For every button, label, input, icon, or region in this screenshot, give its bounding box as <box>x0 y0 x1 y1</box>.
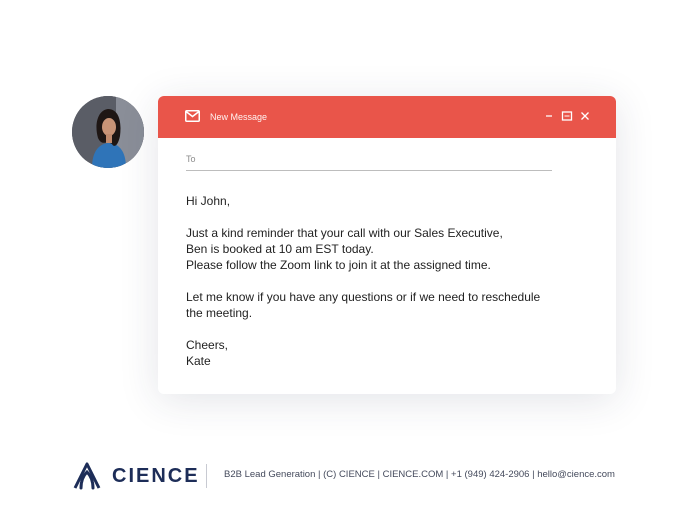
message-line: Let me know if you have any questions or if we need to reschedule <box>186 290 541 304</box>
message-line: Please follow the Zoom link to join it at the assigned time. <box>186 258 491 272</box>
footer <box>72 459 632 493</box>
footer-contact-info: B2B Lead Generation | (C) CIENCE | CIENCE.COM | +1 (949) 424-2906 | hello@cience.com <box>224 469 615 480</box>
footer-divider <box>206 464 207 488</box>
compose-window <box>158 96 616 394</box>
maximize-icon[interactable] <box>560 109 574 123</box>
message-line: Just a kind reminder that your call with our Sales Executive, <box>186 226 503 240</box>
greeting-paragraph <box>186 193 596 209</box>
to-input[interactable] <box>200 150 554 170</box>
brand-name: CIENCE <box>112 465 200 487</box>
signoff: Cheers, <box>186 338 229 352</box>
to-label: To <box>186 154 196 164</box>
signoff-paragraph <box>186 337 596 369</box>
message-body[interactable] <box>186 193 596 385</box>
signature: Kate <box>186 354 211 368</box>
message-line: the meeting. <box>186 306 253 320</box>
compose-title: New Message <box>210 112 268 122</box>
mail-icon <box>185 110 200 122</box>
reminder-paragraph <box>186 225 596 273</box>
message-line: Ben is booked at 10 am EST today. <box>186 242 374 256</box>
cience-logo-icon <box>72 461 102 491</box>
sender-avatar <box>72 96 144 168</box>
compose-header <box>158 96 616 138</box>
greeting: Hi John, <box>186 194 231 208</box>
to-field-row <box>186 150 552 171</box>
minimize-icon[interactable] <box>542 109 556 123</box>
close-icon[interactable] <box>578 109 592 123</box>
questions-paragraph <box>186 289 596 321</box>
